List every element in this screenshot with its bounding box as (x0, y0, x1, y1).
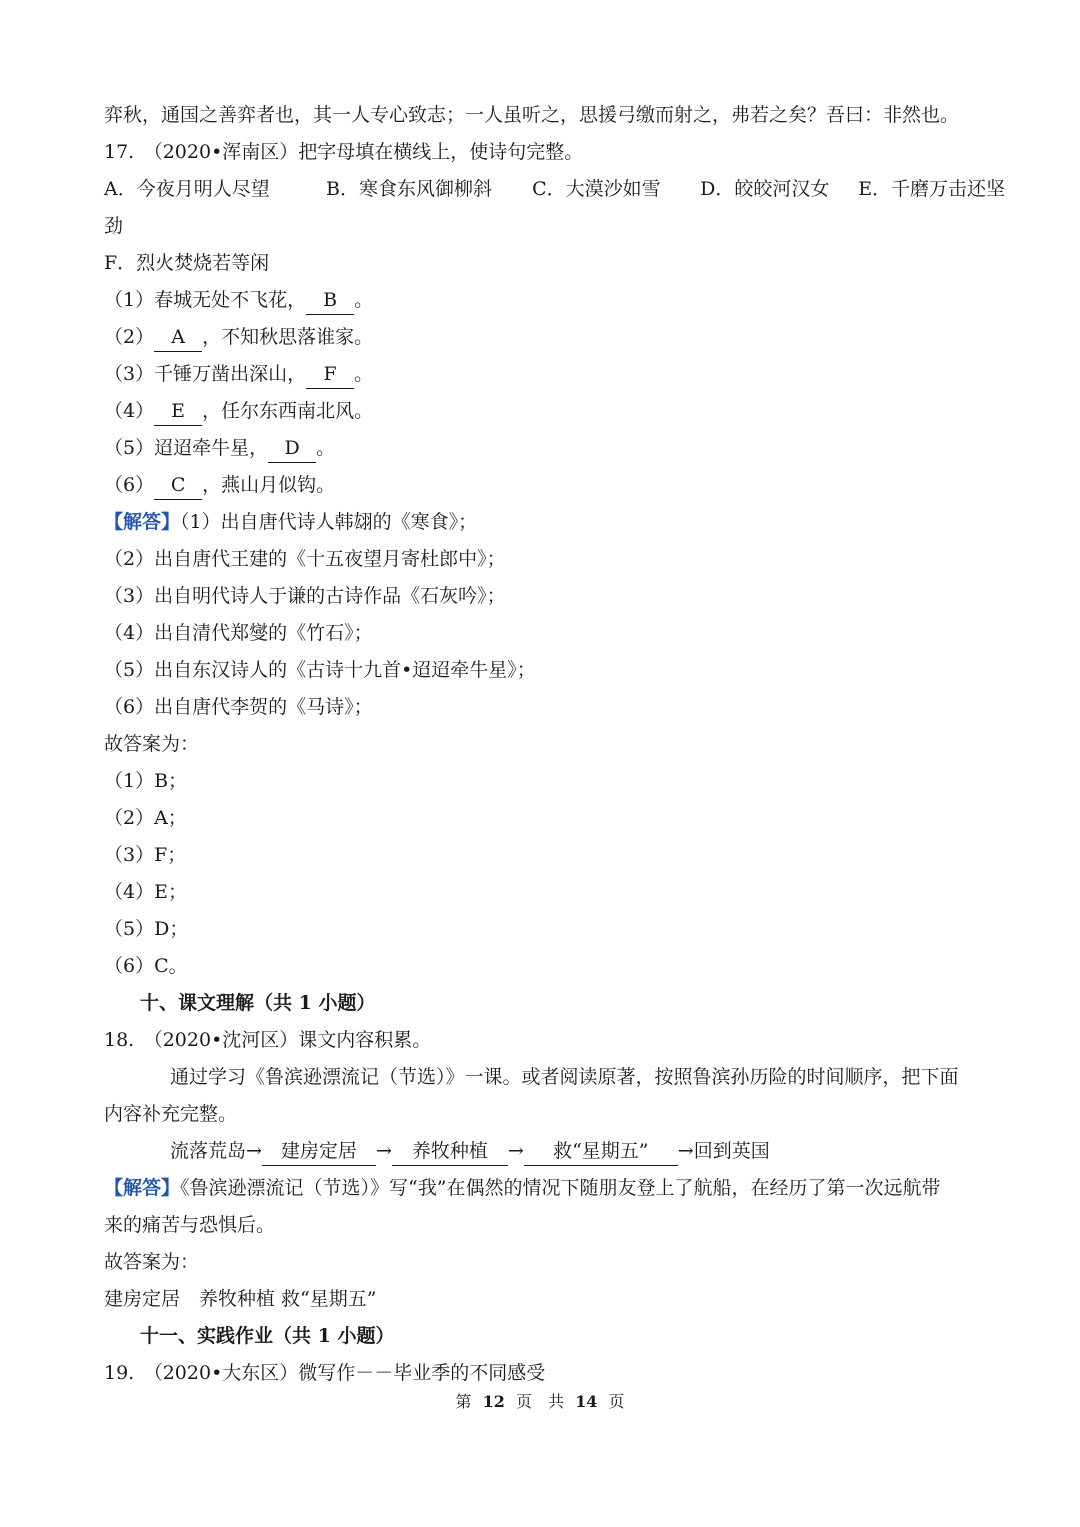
q17-solution-5: （5）出自东汉诗人的《古诗十九首•迢迢牵牛星》； (104, 659, 536, 681)
page-footer: 第 12 页 共 14 页 (455, 1392, 625, 1411)
q18-answer-label: 故答案为： (104, 1251, 200, 1273)
q17-options (104, 171, 1006, 208)
option-e: E．千磨万击还坚 (858, 178, 1006, 200)
flow-end: 回到英国 (693, 1140, 770, 1162)
flow-blank-1: 建房定居 (262, 1139, 376, 1166)
flow-blank-3: 救“星期五” (524, 1139, 678, 1166)
option-f: F．烈火焚烧若等闲 (104, 252, 270, 274)
q17-item-4: （4） E ，任尔东西南北风。 (104, 393, 984, 430)
q18-solution-1: 【解答】《鲁滨逊漂流记（节选）》写“我”在偶然的情况下随朋友登上了航船，在经历了第一次远航带 (104, 1177, 941, 1199)
answer-blank: B (306, 288, 354, 315)
q17-item-5: （5）迢迢牵牛星， D 。 (104, 430, 984, 467)
q17-solution-3: （3）出自明代诗人于谦的古诗作品《石灰吟》； (104, 585, 506, 607)
q17-answer-5: （5）D； (104, 918, 189, 940)
q17-solution-4: （4）出自清代郑燮的《竹石》； (104, 622, 373, 644)
answer-blank: A (154, 325, 202, 352)
section-heading-11: 十一、实践作业（共 1 小题） (140, 1325, 395, 1347)
q17-stem: 17. （2020•浑南区）把字母填在横线上，使诗句完整。 (104, 141, 584, 163)
option-b: B．寒食东风御柳斜 (326, 178, 493, 200)
arrow-icon: → (677, 1140, 694, 1162)
q17-solution-1: 【解答】（1）出自唐代诗人韩翃的《寒食》； (104, 511, 478, 533)
solution-tag: 【解答】 (104, 1177, 181, 1199)
q18-answer: 建房定居 养牧种植 救“星期五” (104, 1288, 377, 1310)
total-page-number: 14 (575, 1392, 598, 1411)
q17-answer-3: （3）F； (104, 844, 187, 866)
q17-solution-2: （2）出自唐代王建的《十五夜望月寄杜郎中》； (104, 548, 506, 570)
q17-item-2: （2） A ，不知秋思落谁家。 (104, 319, 984, 356)
q19-stem: 19. （2020•大东区）微写作－－毕业季的不同感受 (104, 1362, 546, 1384)
q17-answer-6: （6）C。 (104, 955, 188, 977)
answer-blank: E (154, 399, 202, 426)
arrow-icon: → (507, 1140, 524, 1162)
section-heading-10: 十、课文理解（共 1 小题） (140, 992, 376, 1014)
q18-para-2: 内容补充完整。 (104, 1103, 238, 1125)
q17-solution-6: （6）出自唐代李贺的《马诗》； (104, 696, 373, 718)
q18-flow (170, 1133, 984, 1170)
current-page-number: 12 (482, 1392, 505, 1411)
q18-para-1: 通过学习《鲁滨逊漂流记（节选）》一课。或者阅读原著，按照鲁滨孙历险的时间顺序，把下面 (170, 1066, 959, 1088)
q17-answer-label: 故答案为： (104, 733, 200, 755)
q18-solution-2: 来的痛苦与恐惧后。 (104, 1214, 276, 1236)
option-e-wrap: 劲 (104, 215, 124, 237)
q17-answer-4: （4）E； (104, 881, 187, 903)
arrow-icon: → (246, 1140, 262, 1162)
flow-blank-2: 养牧种植 (392, 1139, 508, 1166)
answer-blank: C (154, 473, 202, 500)
q17-item-3: （3）千锤万凿出深山， F 。 (104, 356, 984, 393)
q18-stem: 18. （2020•沈河区）课文内容积累。 (104, 1029, 432, 1051)
answer-blank: D (268, 436, 316, 463)
q17-answer-2: （2）A； (104, 807, 187, 829)
flow-start: 流落荒岛 (170, 1140, 247, 1162)
arrow-icon: → (375, 1140, 392, 1162)
solution-tag: 【解答】 (104, 511, 181, 533)
option-c: C．大漠沙如雪 (532, 178, 661, 200)
intro-line: 弈秋，通国之善弈者也，其一人专心致志；一人虽听之，思援弓缴而射之，弗若之矣？吾曰：非然也。 (104, 104, 960, 126)
q17-item-1: （1）春城无处不飞花， B 。 (104, 282, 984, 319)
q17-answer-1: （1）B； (104, 770, 188, 792)
answer-blank: F (306, 362, 354, 389)
q17-item-6: （6） C ，燕山月似钩。 (104, 467, 984, 504)
option-a: A．今夜月明人尽望 (104, 178, 270, 200)
option-d: D．皎皎河汉女 (700, 178, 830, 200)
